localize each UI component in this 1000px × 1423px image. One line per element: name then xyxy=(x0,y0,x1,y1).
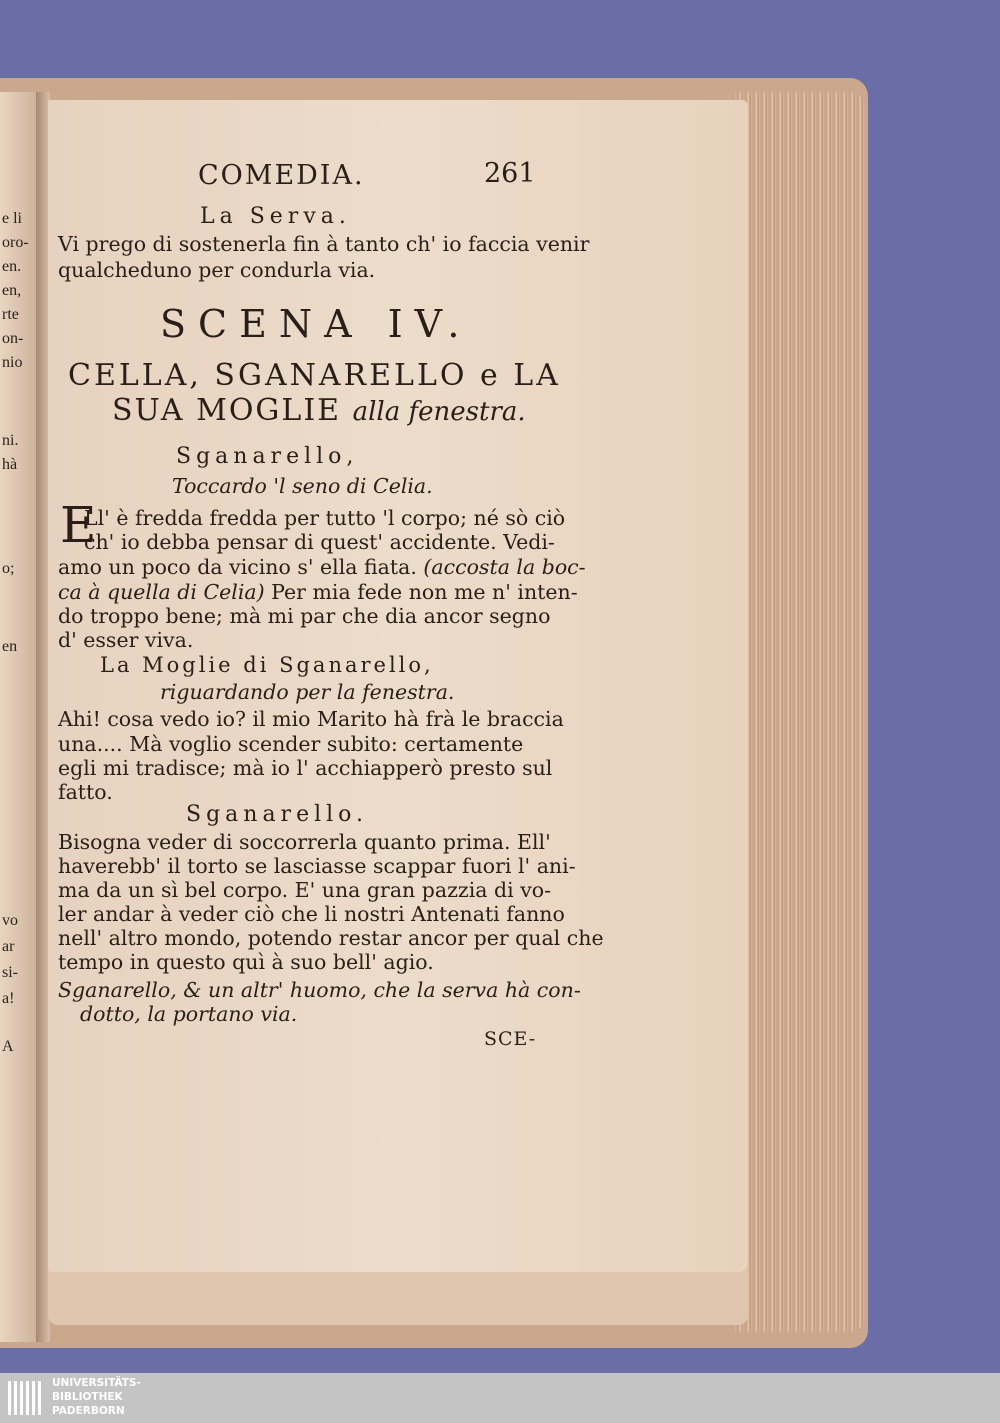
margin-fragment: rte xyxy=(2,306,19,323)
margin-fragment: en xyxy=(2,638,18,655)
margin-fragment: ni. xyxy=(2,432,19,449)
page-number: 261 xyxy=(484,158,536,189)
text-line: qualcheduno per condurla via. xyxy=(58,258,376,282)
margin-fragment: a! xyxy=(2,990,15,1007)
margin-fragment: ar xyxy=(2,938,15,955)
text-line: Bisogna veder di soccorrerla quanto prima. Ell' xyxy=(58,830,551,854)
stage-direction: riguardando per la fenestra. xyxy=(160,680,455,704)
text-segment: amo un poco da vicino s' ella fiata. xyxy=(58,555,417,579)
logo-line: UNIVERSITÄTS- xyxy=(52,1377,141,1389)
margin-fragment: o; xyxy=(2,560,15,577)
margin-fragment: hà xyxy=(2,456,18,473)
book-fore-edge xyxy=(735,92,865,1332)
cast-list-line: CELLA, SGANARELLO e LA xyxy=(68,358,561,393)
cast-list-line xyxy=(112,393,526,428)
running-head: COMEDIA. xyxy=(198,160,365,191)
stage-direction: ca à quella di Celia) xyxy=(58,580,265,604)
page-bottom-edge xyxy=(48,1265,748,1325)
speaker-name: La Serva. xyxy=(200,204,351,229)
speaker-name: Sganarello. xyxy=(186,802,369,827)
text-line: d' esser viva. xyxy=(58,628,194,652)
text-segment: Per mia fede non me n' inten- xyxy=(271,580,578,604)
text-line xyxy=(58,580,578,604)
text-line: ch' io debba pensar di quest' accidente. Vedi- xyxy=(84,530,555,554)
drop-cap: E xyxy=(60,496,97,554)
text-line: ler andar à veder ciò che li nostri Antenati fanno xyxy=(58,902,565,926)
logo-line: PADERBORN xyxy=(52,1405,125,1417)
cast-name: SUA MOGLIE xyxy=(112,393,342,428)
speaker-name: La Moglie di Sganarello, xyxy=(100,653,434,677)
text-line: Ll' è fredda fredda per tutto 'l corpo; né sò ciò xyxy=(84,506,566,530)
margin-fragment: e li xyxy=(2,210,22,227)
text-line: Vi prego di sostenerla fin à tanto ch' io faccia venir xyxy=(58,232,590,256)
text-line: Ahi! cosa vedo io? il mio Marito hà frà le braccia xyxy=(58,707,564,731)
text-line: egli mi tradisce; mà io l' acchiapperò presto sul xyxy=(58,756,553,780)
stage-direction: dotto, la portano via. xyxy=(80,1002,298,1026)
left-page-edge xyxy=(0,92,38,1342)
margin-fragment: vo xyxy=(2,912,18,929)
margin-fragment: nio xyxy=(2,354,23,371)
stage-direction: (accosta la boc- xyxy=(423,555,586,579)
text-line xyxy=(58,555,586,579)
text-line: haverebb' il torto se lasciasse scappar fuori l' ani- xyxy=(58,854,576,878)
text-line: tempo in questo quì à suo bell' agio. xyxy=(58,950,434,974)
margin-fragment: en. xyxy=(2,258,22,275)
text-line: una.... Mà voglio scender subito: certamente xyxy=(58,732,524,756)
margin-fragment: on- xyxy=(2,330,24,347)
text-line: do troppo bene; mà mi par che dia ancor segno xyxy=(58,604,551,628)
text-line: fatto. xyxy=(58,780,113,804)
margin-fragment: si- xyxy=(2,964,18,981)
library-logo-text xyxy=(52,1376,172,1418)
margin-fragment: en, xyxy=(2,282,22,299)
stage-direction: Toccardo 'l seno di Celia. xyxy=(172,474,433,498)
margin-fragment: A xyxy=(2,1038,14,1055)
catchword: SCE- xyxy=(484,1028,537,1050)
speaker-name: Sganarello, xyxy=(176,444,359,469)
stage-direction: alla fenestra. xyxy=(352,397,526,427)
scene-heading: SCENA IV. xyxy=(160,302,472,346)
logo-line: BIBLIOTHEK xyxy=(52,1391,123,1403)
library-logo-icon xyxy=(4,1377,46,1419)
margin-fragment: oro- xyxy=(2,234,29,251)
text-line: ma da un sì bel corpo. E' una gran pazzia di vo- xyxy=(58,878,552,902)
stage-direction: Sganarello, & un altr' huomo, che la serva hà con- xyxy=(58,978,581,1002)
footer-bar xyxy=(0,1373,1000,1423)
text-line: nell' altro mondo, potendo restar ancor per qual che xyxy=(58,926,604,950)
